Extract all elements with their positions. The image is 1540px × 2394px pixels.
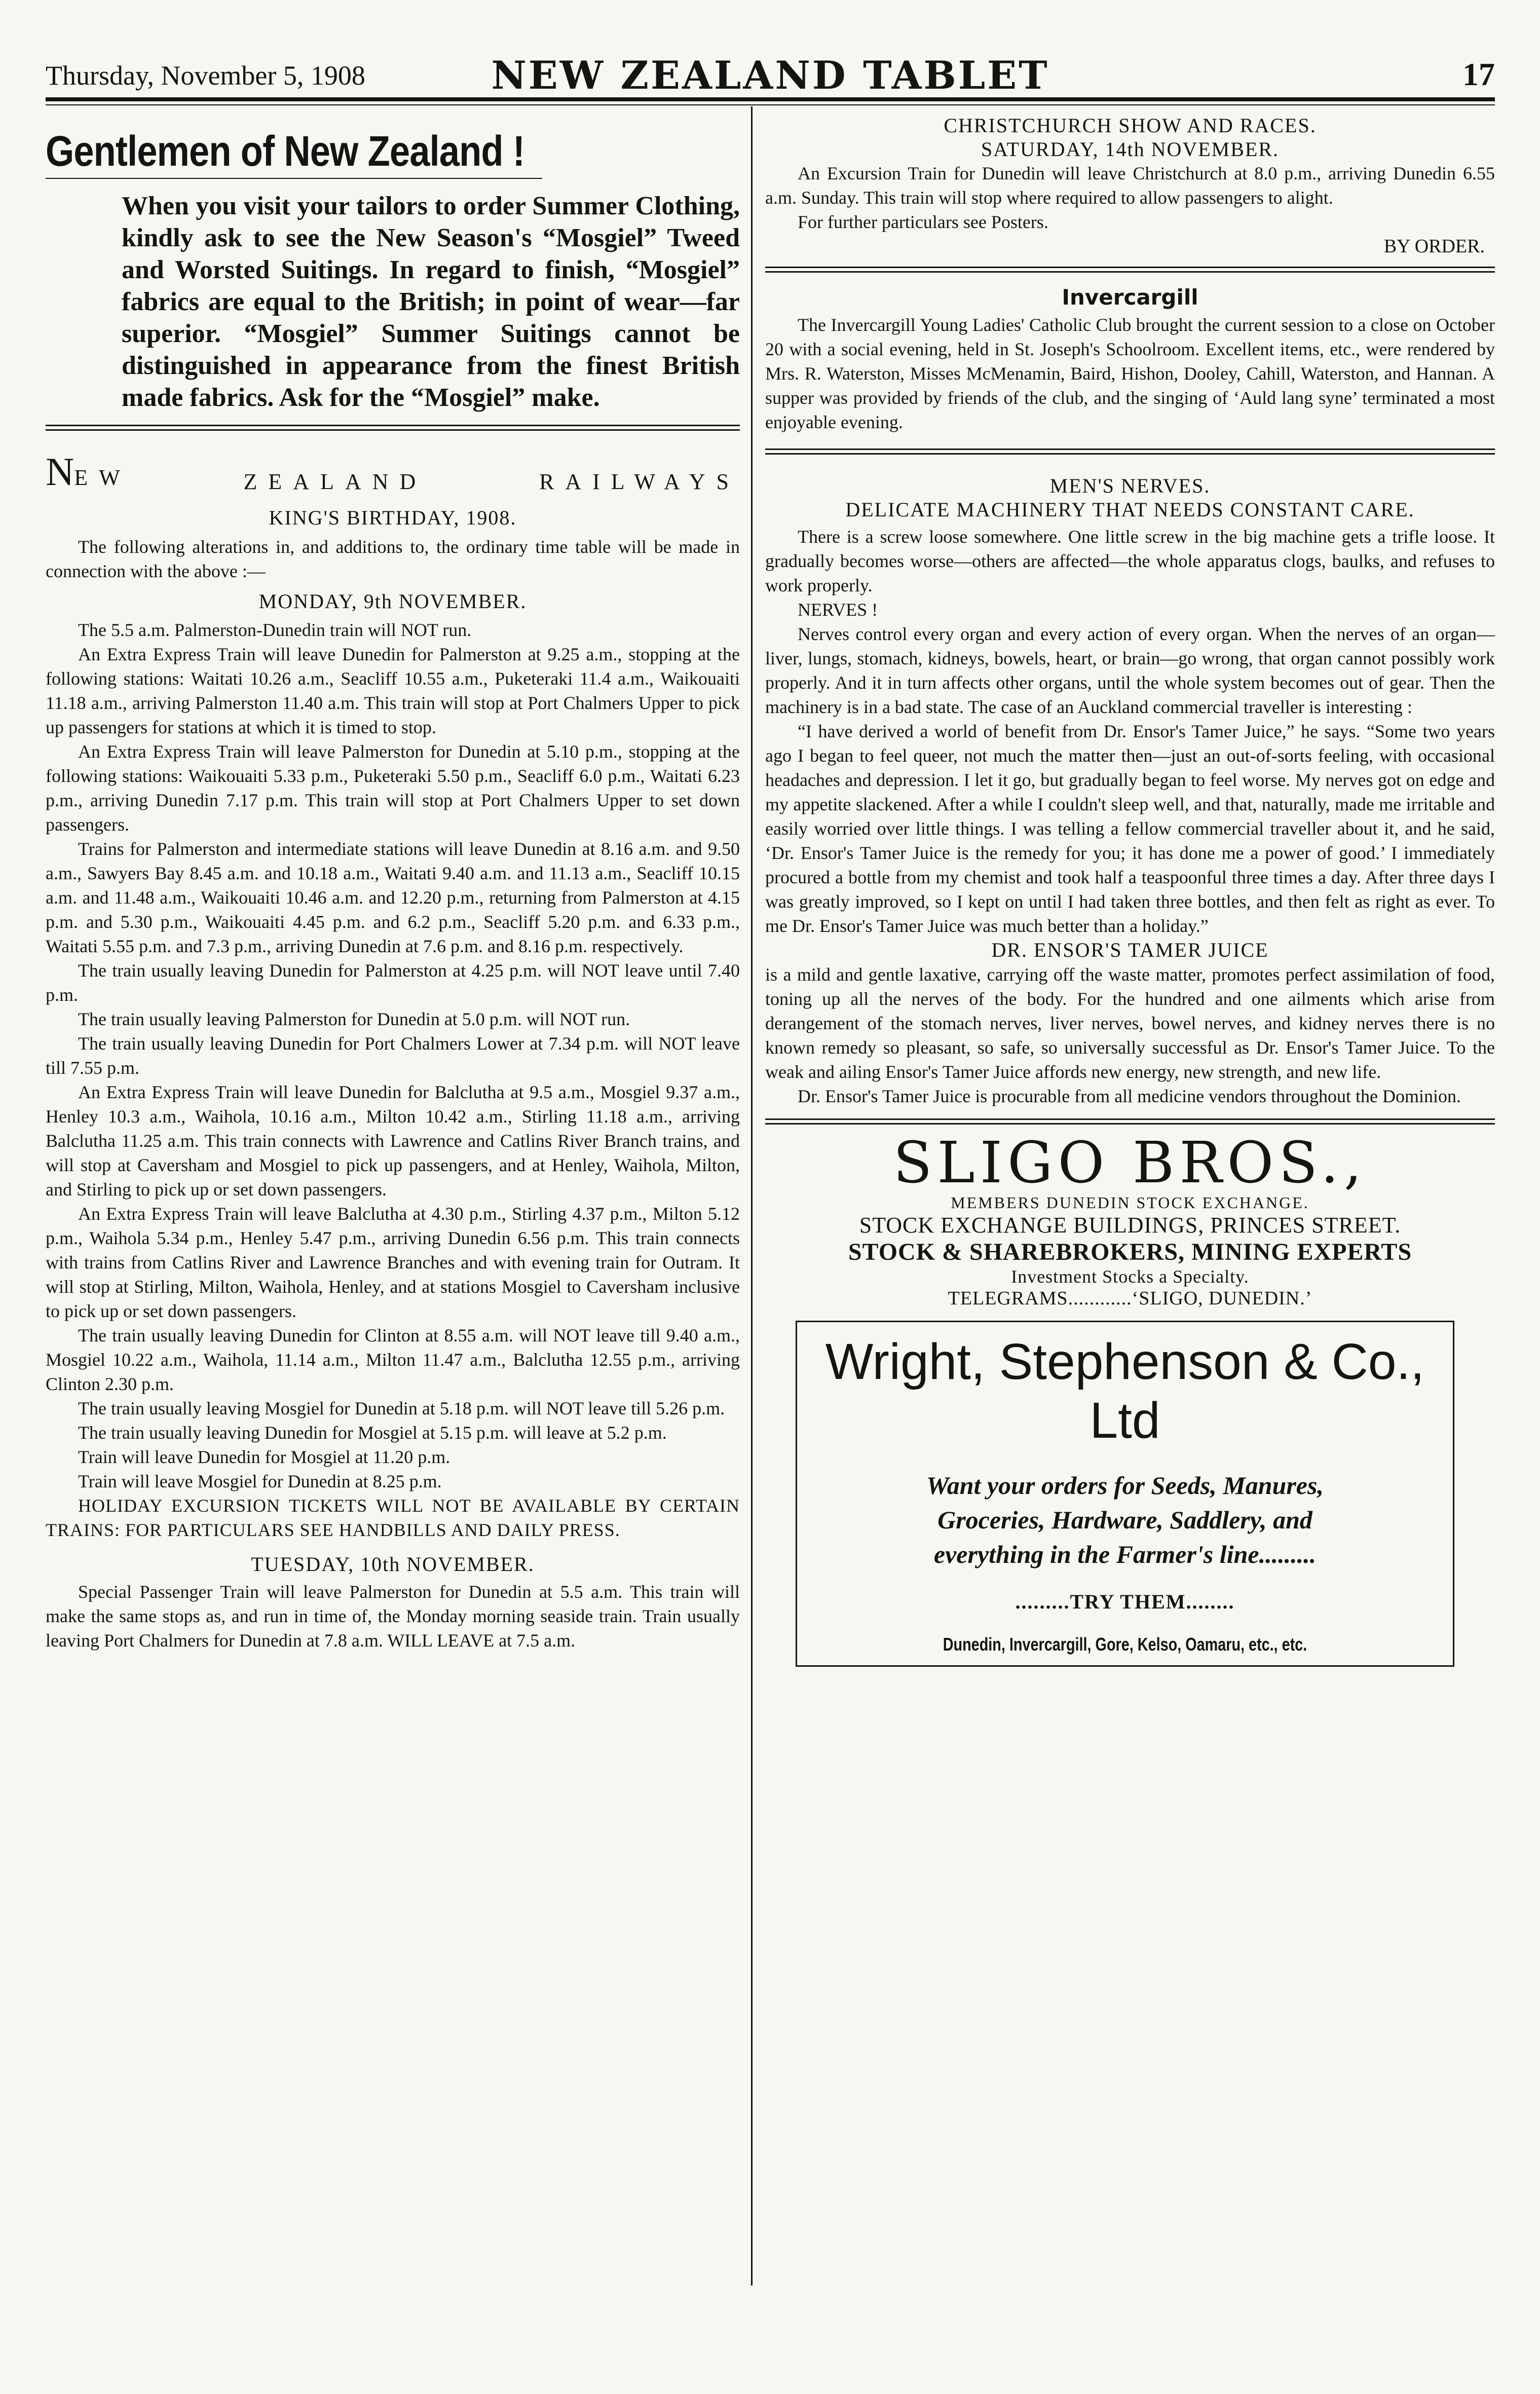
christchurch-date: SATURDAY, 14th NOVEMBER. [981,138,1280,161]
wright-tagline: Want your orders for Seeds, Manures, [926,1471,1324,1500]
sligo-brokers: STOCK & SHAREBROKERS, MINING EXPERTS [848,1239,1412,1265]
section-rule [765,267,1495,273]
nerves-label: NERVES ! [798,600,878,620]
tamer-juice-heading: DR. ENSOR'S TAMER JUICE [991,939,1269,961]
gentlemen-headline: Gentlemen of New Zealand ! [46,127,525,175]
invercargill-text: The Invercargill Young Ladies' Catholic Club brought the current session to a close on October 20 with a social evening, held in St. Joseph's Schoolroom. Excellent items, etc., were rendered by Mrs. R. Waterston, Misses McMenamin, Baird, Hishon, Dooley, Cahill, Waterston, and Hannan. A supper was provided by friends of the club, and the singing of ‘Auld lang syne’ terminated a most enjoyable evening. [765,315,1495,432]
nerves-paragraph: Nerves control every organ and every action of every organ. When the nerves of an organ—liver, lungs, stomach, kidneys, bowels, heart, or brain—go wrong, that organ cannot possibly work properly. And it in turn affects other organs, until the whole system becomes out of gear. Then the machinery is in a bad state. The case of an Auckland commercial traveller is interesting : [765,624,1495,717]
wright-tagline: Groceries, Hardware, Saddlery, and [937,1506,1312,1534]
railways-notice [46,449,740,1653]
rail-paragraph: An Extra Express Train will leave Dunedin for Balclutha at 9.5 a.m., Mosgiel 9.37 a.m., Henley 10.3 a.m., Waihola, 10.16 a.m., Milton 10.42 a.m., Stirling 11.18 a.m., arriving Balclutha 11.25 a.m. This train connects with Lawrence and Catlins River Branch trains, and will stop at Caversham and Mosgiel to pick up passengers, and at Henley, Waihola, Milton, and Stirling to pick up or set down passengers. [46,1082,740,1200]
christchurch-text: An Excursion Train for Dunedin will leave Christchurch at 8.0 p.m., arriving Dunedin 6.55 a.m. Sunday. This train will stop where required to allow passengers to alight. [765,163,1495,208]
heading-word-3: RAILWAYS [539,469,740,494]
railways-heading [46,449,740,495]
wright-name: Wright, Stephenson & Co., [825,1333,1425,1390]
sligo-members: MEMBERS DUNEDIN STOCK EXCHANGE. [951,1193,1309,1212]
christchurch-title: CHRISTCHURCH SHOW AND RACES. [944,114,1317,137]
headline-underline [46,178,542,179]
rail-paragraph: The train usually leaving Dunedin for Clinton at 8.55 a.m. will NOT leave till 9.40 a.m., Mosgiel 10.22 a.m., Waihola, 11.14 a.m., Milton 11.47 a.m., Balclutha 12.55 p.m., arriving Clinton 2.30 p.m. [46,1325,740,1394]
holiday-notice: HOLIDAY EXCURSION TICKETS WILL NOT BE AVAILABLE BY CERTAIN TRAINS: FOR PARTICULARS SEE HANDBILLS AND DAILY PRESS. [46,1495,740,1540]
rail-paragraph: An Extra Express Train will leave Palmerston for Dunedin at 5.10 p.m., stopping at the following stations: Waikouaiti 5.33 p.m., Puketeraki 5.50 p.m., Seacliff 6.0 p.m., Waitati 6.23 p.m., arriving Dunedin 7.17 p.m. This train will stop at Port Chalmers Upper to set down passengers. [46,741,740,835]
nerves-article [765,474,1495,1108]
invercargill-news [765,285,1495,434]
rail-paragraph: The train usually leaving Dunedin for Mosgiel at 5.15 p.m. will leave at 5.2 p.m. [78,1423,667,1443]
sligo-advert [765,1130,1495,1310]
rail-paragraph: The train usually leaving Dunedin for Palmerston at 4.25 p.m. will NOT leave until 7.40 p.m. [46,960,740,1005]
section-rule [765,448,1495,455]
masthead-rule-thin [46,104,1495,105]
by-order: BY ORDER. [1383,236,1485,257]
gentlemen-body: When you visit your tailors to order Summer Clothing, kindly ask to see the New Season's “Mosgiel” Tweed and Worsted Suitings. In regard to finish, “Mosgiel” fabrics are equal to the British; in point of wear—far superior. “Mosgiel” Summer Suitings cannot be distinguished in appearance from the finest British made fabrics. Ask for the “Mosgiel” make. [122,192,740,412]
rail-paragraph: An Extra Express Train will leave Dunedin for Palmerston at 9.25 a.m., stopping at the following stations: Waitati 10.26 a.m., Seacliff 10.55 a.m., Puketeraki 11.4 a.m., Waikouaiti 11.18 a.m., arriving Palmerston 11.40 a.m. This train will stop at Port Chalmers Upper to pick up passengers for stations at which it is timed to stop. [46,644,740,737]
wright-tagline: everything in the Farmer's line......... [933,1540,1317,1568]
right-column [765,114,1495,1667]
nerves-paragraph: There is a screw loose somewhere. One little screw in the big machine gets a trifle loose. It gradually becomes worse—others are affected—the whole apparatus clogs, baulks, and refuses to work properly. [765,527,1495,595]
left-column [46,127,740,1653]
sligo-address: STOCK EXCHANGE BUILDINGS, PRINCES STREET. [859,1213,1401,1238]
christchurch-posters: For further particulars see Posters. [798,212,1048,232]
invercargill-title: Invercargill [1062,285,1198,310]
rail-paragraph: Train will leave Dunedin for Mosgiel at 11.20 p.m. [78,1447,450,1467]
monday-heading: MONDAY, 9th NOVEMBER. [258,590,527,613]
section-rule [765,1118,1495,1125]
wright-try-them: .........TRY THEM........ [1015,1590,1235,1613]
sligo-name: SLIGO BROS., [893,1130,1367,1196]
nerves-paragraph: is a mild and gentle laxative, carrying off the waste matter, promotes perfect assimilation of food, toning up all the nerves of the body. For the hundred and one ailments which arise from derangement of the stomach nerves, liver nerves, bowel nerves, and kidney nerves there is no known remedy so pleasant, so safe, so universally successful as Dr. Ensor's Tamer Juice. To the weak and ailing Ensor's Tamer Juice affords new energy, new strength, and new life. [765,964,1495,1082]
tuesday-text: Special Passenger Train will leave Palmerston for Dunedin at 5.5 a.m. This train will make the same stops as, and run in time of, the Monday morning seaside train. Train usually leaving Port Chalmers for Dunedin at 7.8 a.m. WILL LEAVE at 7.5 a.m. [46,1582,740,1651]
rail-paragraph: The train usually leaving Mosgiel for Dunedin at 5.18 p.m. will NOT leave till 5.26 p.m. [78,1398,725,1418]
rail-paragraph: An Extra Express Train will leave Balclutha at 4.30 p.m., Stirling 4.37 p.m., Milton 5.12 p.m., Waihola 5.34 p.m., Henley 5.47 p.m., arriving Dunedin 6.56 p.m. This train connects with trains from Catlins River and Lawrence Branches and with evening train for Outram. It will stop at Stirling, Milton, Waihola, Henley, and at stations Mosgiel to Caversham inclusive to pick up or set down passengers. [46,1204,740,1321]
tuesday-heading: TUESDAY, 10th NOVEMBER. [251,1553,535,1576]
rail-paragraph: Trains for Palmerston and intermediate stations will leave Dunedin at 8.16 a.m. and 9.50 a.m., Sawyers Bay 8.45 a.m. and 10.18 a.m., Waitati 9.40 a.m. and 11.13 a.m., Seacliff 10.15 a.m. and 11.48 a.m., Waikouaiti 10.46 a.m. and 12.20 p.m., returning from Palmerston at 4.15 p.m. and 5.30 p.m., Waikouaiti 4.45 p.m. and 6.2 p.m., Seacliff 5.20 p.m. and 6.33 p.m., Waitati 5.55 p.m. and 7.3 p.m., arriving Dunedin at 7.6 p.m. and 8.16 p.m. respectively. [46,839,740,956]
gentlemen-advert [46,127,740,414]
wright-branches: Dunedin, Invercargill, Gore, Kelso, Oamaru, etc., etc. [943,1634,1307,1655]
heading-initial: N [46,450,74,494]
nerves-paragraph: Dr. Ensor's Tamer Juice is procurable from all medicine vendors throughout the Dominion. [798,1086,1461,1106]
rail-paragraph: The train usually leaving Palmerston for Dunedin at 5.0 p.m. will NOT run. [78,1009,630,1029]
heading-word-1: EW [74,465,131,490]
rail-paragraph: Train will leave Mosgiel for Dunedin at 8.25 p.m. [78,1471,442,1491]
christchurch-notice [765,114,1495,258]
issue-date: Thursday, November 5, 1908 [46,60,365,91]
nerves-title: MEN'S NERVES. [1049,474,1211,497]
sligo-telegrams: TELEGRAMS............‘SLIGO, DUNEDIN.’ [948,1288,1312,1309]
railways-intro: The following alterations in, and additions to, the ordinary time table will be made in connection with the above :— [46,537,740,581]
masthead-rule [46,97,1495,101]
section-rule [46,425,740,431]
masthead [46,51,1495,101]
wright-ltd: Ltd [1090,1392,1160,1449]
page-number: 17 [1462,56,1495,92]
wright-stephenson-advert [796,1321,1454,1667]
newspaper-title: NEW ZEALAND TABLET [491,53,1049,98]
railways-subtitle: KING'S BIRTHDAY, 1908. [269,506,517,529]
nerves-subtitle: DELICATE MACHINERY THAT NEEDS CONSTANT CARE. [845,498,1415,521]
sligo-investment: Investment Stocks a Specialty. [1011,1266,1249,1287]
column-divider [751,106,753,2286]
rail-paragraph: The train usually leaving Dunedin for Port Chalmers Lower at 7.34 p.m. will NOT leave till 7.55 p.m. [46,1033,740,1078]
testimonial-quote: “I have derived a world of benefit from Dr. Ensor's Tamer Juice,” he says. “Some two years ago I began to feel queer, not much the matter then—just an out-of-sorts feeling, with occasional headaches and depression. I let it go, but gradually began to feel worse. My nerves got on edge and my appetite slackened. After a while I couldn't sleep well, and that, naturally, made me irritable and easily worried over little things. I was telling a fellow commercial traveller about it, and he said, ‘Dr. Ensor's Tamer Juice is the remedy for you; it has done me a power of good.’ I immediately procured a bottle from my chemist and took half a teaspoonful three times a day. After three days I was greatly improved, so I kept on until I had taken three bottles, and then felt as right as ever. To me Dr. Ensor's Tamer Juice was much better than a holiday.” [765,721,1495,936]
rail-paragraph: The 5.5 a.m. Palmerston-Dunedin train will NOT run. [78,620,472,640]
heading-word-2: ZEALAND [243,469,427,494]
